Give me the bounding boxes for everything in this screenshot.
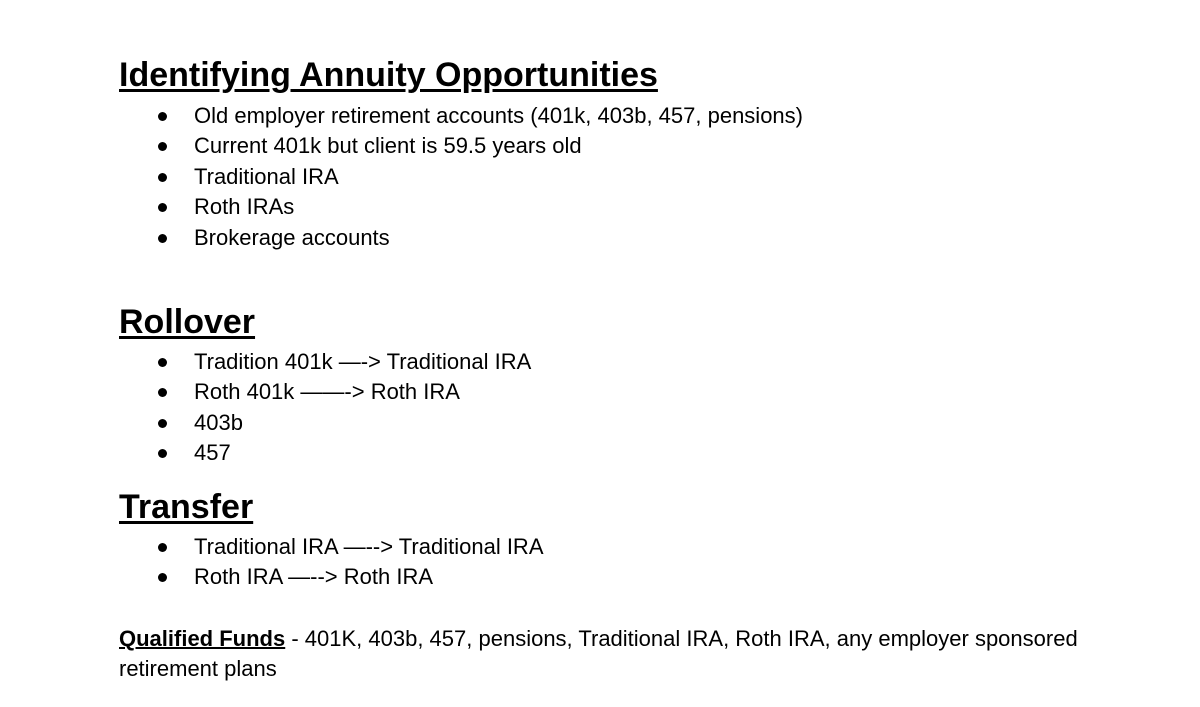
list-item-text: 457 [194,440,231,466]
qualified-funds-paragraph [119,624,1079,685]
qualified-funds-definition: - 401K, 403b, 457, pensions, Traditional IRA, Roth IRA, any employer sponsored retirement plans [119,626,1078,682]
heading-identifying-annuity-opportunities: Identifying Annuity Opportunities [119,56,658,94]
list-item-text: Old employer retirement accounts (401k, 403b, 457, pensions) [194,103,803,128]
bullet-icon [158,449,167,458]
bullet-icon [158,388,167,397]
list-item-text: Brokerage accounts [194,224,390,250]
bullet-icon [158,173,167,182]
list-item-text: Roth 401k ——-> Roth IRA [194,379,460,405]
bullet-icon [158,142,167,151]
list-item-text: Roth IRAs [194,194,295,220]
bullet-icon [158,358,167,367]
list-item-text: Roth IRA —--> Roth IRA [194,564,434,590]
bullet-icon [158,112,167,121]
list-item-text: Tradition 401k —-> Traditional IRA [194,349,532,374]
heading-transfer: Transfer [119,488,254,526]
list-item-text: Current 401k but client is 59.5 years old [194,133,582,159]
bullet-icon [158,419,167,428]
bullet-icon [158,234,167,243]
list-item-text: Traditional IRA [194,163,339,189]
bullet-icon [158,573,167,582]
bullet-icon [158,543,167,552]
list-item-text: 403b [194,409,243,435]
bullet-icon [158,203,167,212]
heading-rollover: Rollover [119,303,256,341]
qualified-funds-term: Qualified Funds [119,626,286,651]
list-item-text: Traditional IRA —--> Traditional IRA [194,534,544,559]
